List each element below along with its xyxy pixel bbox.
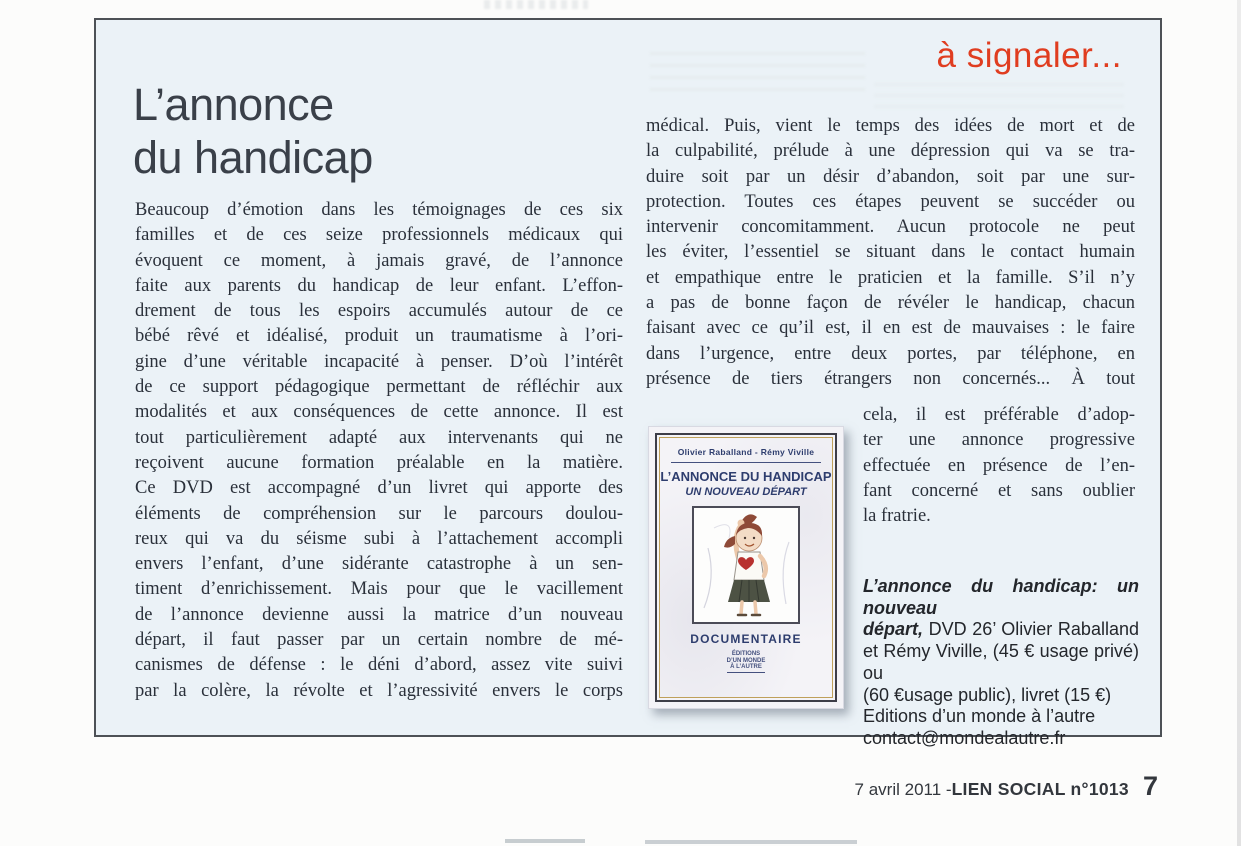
text-line: intervenir concomitamment. Aucun protocole ne peut <box>646 217 1135 238</box>
caption-bold-text: L’annonce du handicap: un nouveau <box>863 576 1139 618</box>
caption-text: (60 €usage public), livret (15 €) <box>863 684 1112 705</box>
caption-text: DVD 26’ Olivier Raballand <box>923 619 1139 640</box>
text-line: duire soit par un désir d’abandon, soit par une sur- <box>646 166 1135 187</box>
text-line: a pas de bonne façon de révéler le handicap, chacun <box>646 293 1135 314</box>
text-line: Beaucoup d’émotion dans les témoignages de ces six <box>135 200 623 220</box>
text-line: par la colère, la révolte et l’agressivité envers le corps <box>135 680 623 701</box>
caption-line <box>863 685 1139 707</box>
text-line: de l’annonce devienne aussi la matrice d’un nouveau <box>135 604 623 625</box>
scan-artifact <box>874 82 1124 116</box>
caption-line <box>863 728 1139 750</box>
right-column-wide <box>646 114 1135 392</box>
left-column <box>135 198 623 704</box>
text-line: cela, il est préférable d’adop- <box>863 405 1135 425</box>
text-line: la culpabilité, prélude à une dépression qui va se tra- <box>646 141 1135 162</box>
caption-line <box>863 641 1139 684</box>
text-line: fant concerné et sans oublier <box>863 480 1135 501</box>
dvd-cover-card <box>648 426 844 709</box>
caption-line <box>863 619 1139 641</box>
text-line: présence de tiers étrangers non concernés... À tout <box>646 368 1135 389</box>
dvd-rule <box>671 462 821 463</box>
page-footer <box>558 771 1158 802</box>
text-line: reçoivent aucune formation préalable en la matière. <box>135 452 623 473</box>
dvd-illustration <box>692 506 800 624</box>
article-title-line: L’annonce <box>133 79 334 130</box>
dvd-publisher <box>727 651 766 673</box>
text-line: gine d’une véritable incapacité à penser. D’où l’intérêt <box>135 351 623 372</box>
text-line: faisant avec ce qu’il est, il en est de mauvaises : le faire <box>646 318 1135 339</box>
text-line: les éviter, l’essentiel se situant dans le contact humain <box>646 242 1135 263</box>
section-label: à signaler... <box>936 36 1122 75</box>
text-line: ter une annonce progressive <box>863 430 1135 451</box>
dvd-genre: DOCUMENTAIRE <box>690 632 802 646</box>
text-line: effectuée en présence de l’en- <box>863 455 1135 476</box>
text-line: drement de tous les espoirs accumulés autour de ce <box>135 301 623 322</box>
dvd-cover-frame <box>655 433 837 702</box>
text-line: médical. Puis, vient le temps des idées de mort et de <box>646 116 1135 136</box>
text-line: Ce DVD est accompagné d’un livret qui apporte des <box>135 478 623 499</box>
text-line: éléments de compréhension sur le parcours doulou- <box>135 503 623 524</box>
right-column-narrow <box>863 403 1135 529</box>
dvd-cover <box>646 424 849 713</box>
caption-text: Editions d’un monde à l’autre <box>863 706 1096 727</box>
text-line: et empathique entre le praticien et la famille. S’il n’y <box>646 267 1135 288</box>
dvd-title: L’ANNONCE DU HANDICAP <box>660 469 832 484</box>
dvd-cover-inner <box>659 437 833 698</box>
text-line: reux qui va du séisme subi à l’attachement accompli <box>135 528 623 549</box>
text-line: départ, il faut passer par un certain nombre de mé- <box>135 630 623 651</box>
text-line: canismes de défense : le déni d’abord, assez vite suivi <box>135 655 623 676</box>
text-line: tout particulièrement adapté aux intervenants qui ne <box>135 427 623 448</box>
text-line: envers l’enfant, d’une sidérante catastrophe à un sen- <box>135 554 623 575</box>
girl-illustration <box>694 508 798 622</box>
scan-artifact <box>650 52 865 100</box>
article-title-line: du handicap <box>133 132 373 183</box>
text-line: timent d’enrichissement. Mais pour que le vacillement <box>135 579 623 600</box>
caption-bold-text: départ, <box>863 619 924 640</box>
text-line: bébé rêvé et idéalisé, produit un traumatisme à l’ori- <box>135 326 623 347</box>
text-line: la fratrie. <box>863 506 931 527</box>
footer-journal: LIEN SOCIAL n°1013 <box>951 779 1129 799</box>
article-panel <box>94 18 1162 748</box>
footer-date: 7 avril 2011 - <box>854 780 952 799</box>
dvd-publisher-line: À L’AUTRE <box>730 664 762 670</box>
text-line: modalités et aux conséquences de cette annonce. Il est <box>135 402 623 423</box>
article-title <box>133 78 373 184</box>
caption-text: et Rémy Viville, (45 € usage privé) ou <box>863 641 1139 683</box>
text-line: protection. Toutes ces étapes peuvent se succéder ou <box>646 191 1135 212</box>
dvd-publisher-line: ÉDITIONS <box>731 651 761 657</box>
text-line: faite aux parents du handicap de leur enfant. L’effon- <box>135 275 623 296</box>
text-line: dans l’urgence, entre deux portes, par téléphone, en <box>646 343 1135 364</box>
dvd-authors: Olivier Raballand - Rémy Viville <box>677 447 815 457</box>
text-line: de ce support pédagogique permettant de réfléchir aux <box>135 377 623 398</box>
scan-artifact <box>505 839 585 843</box>
scan-artifact <box>1237 0 1241 846</box>
caption-email: contact@mondealautre.fr <box>863 727 1066 748</box>
footer-page-number: 7 <box>1142 771 1158 801</box>
caption-line <box>863 576 1139 619</box>
scan-artifact <box>645 840 857 844</box>
caption-line <box>863 706 1139 728</box>
scan-artifact <box>484 0 588 9</box>
dvd-subtitle: UN NOUVEAU DÉPART <box>685 486 807 498</box>
dvd-caption <box>863 576 1139 750</box>
text-line: évoquent ce moment, à jamais gravé, de l’annonce <box>135 250 623 271</box>
text-line: familles et de ces seize professionnels médicaux qui <box>135 225 623 246</box>
dvd-publisher-line: D’UN MONDE <box>726 657 766 664</box>
